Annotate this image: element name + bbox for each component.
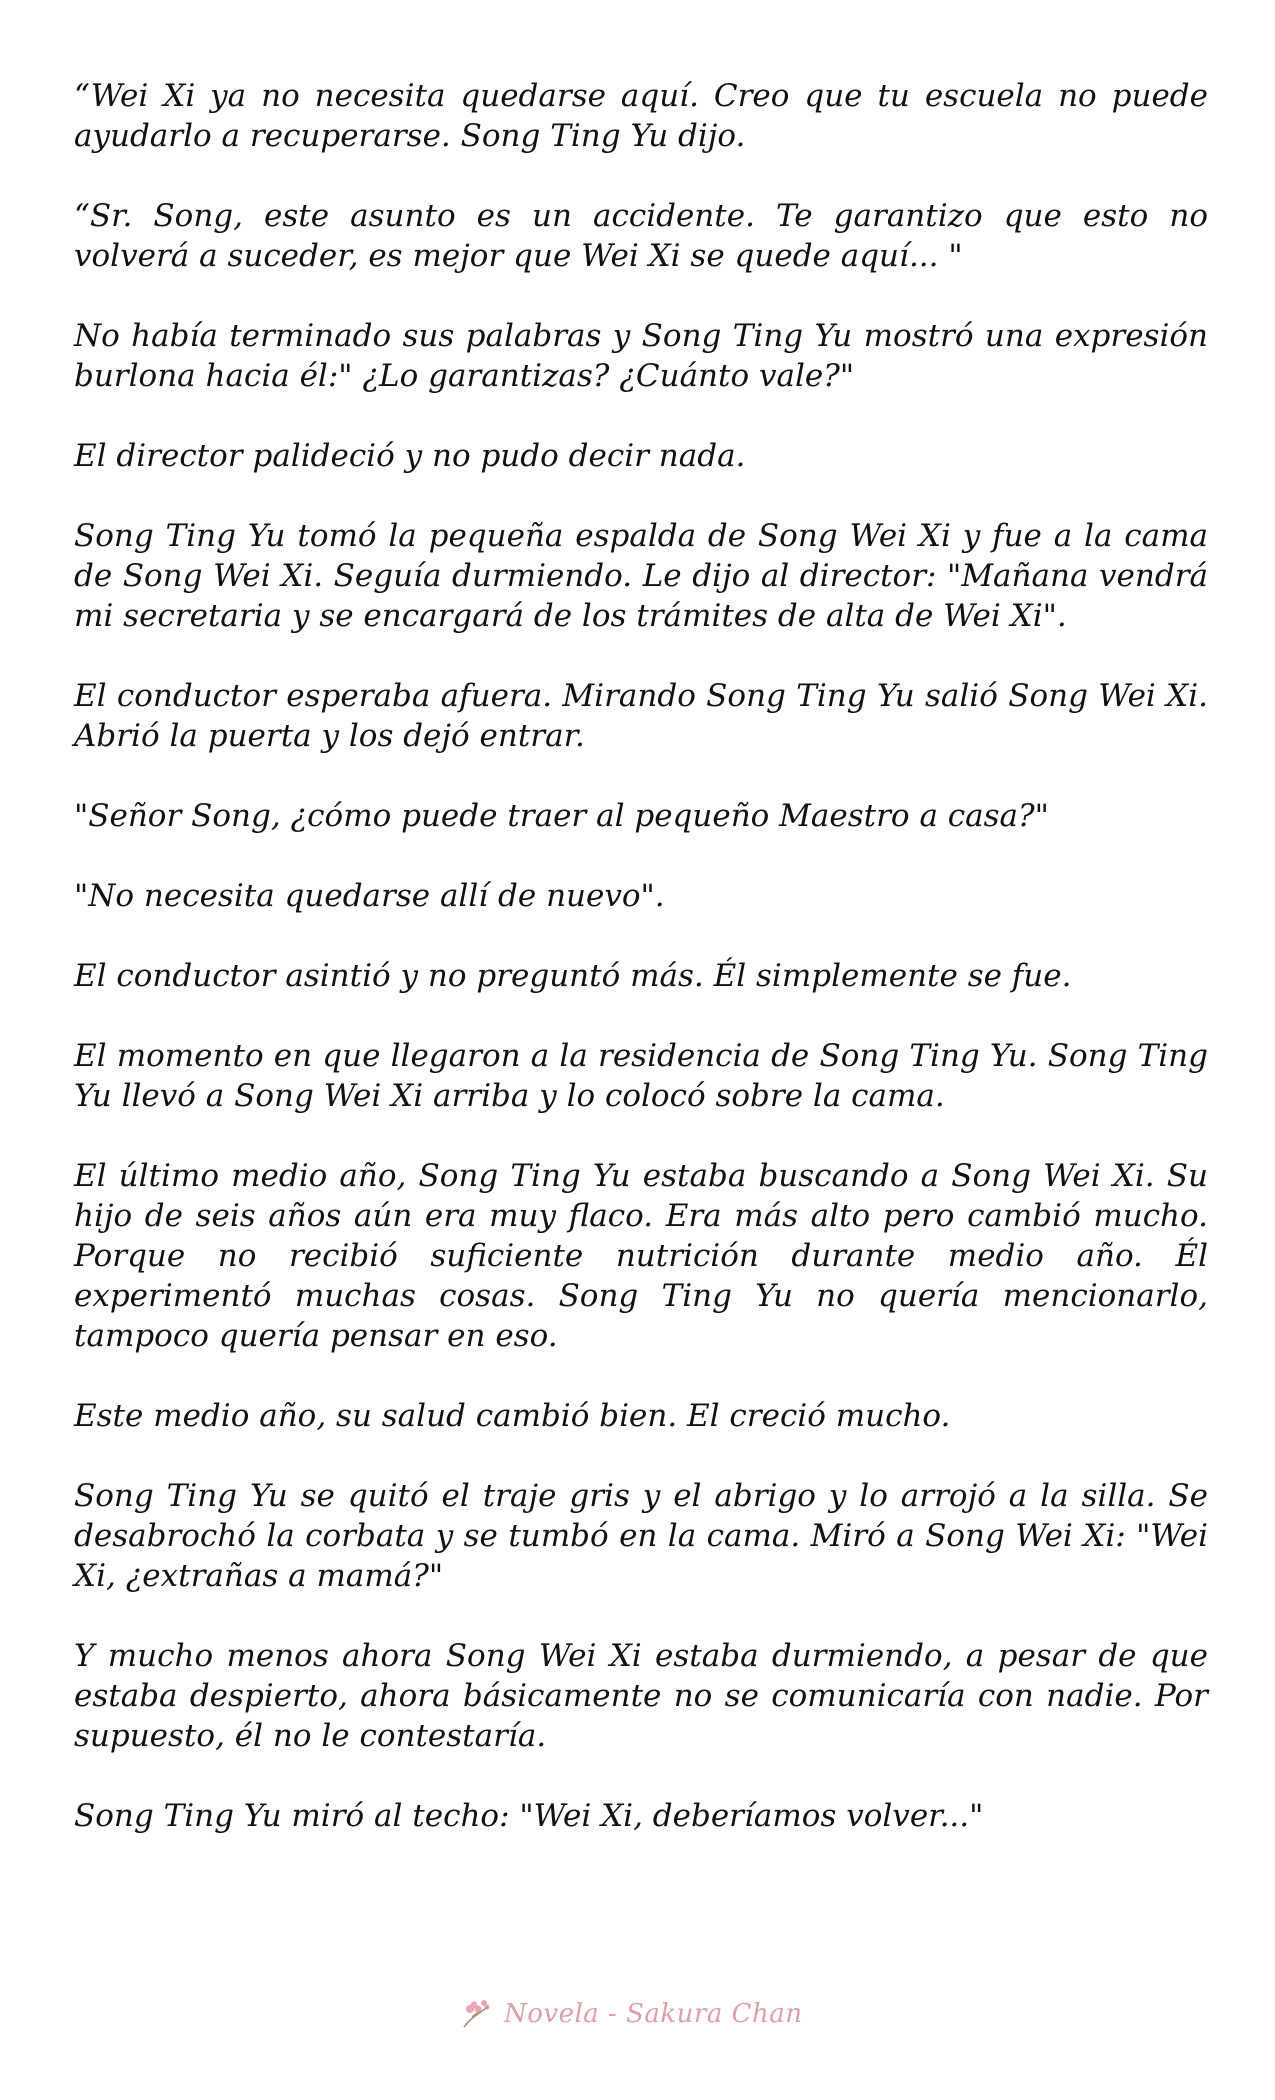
paragraph: El conductor esperaba afuera. Mirando Song Ting Yu salió Song Wei Xi. Abrió la puerta y los dejó entrar. (74, 678, 1208, 754)
document-body (74, 76, 1208, 1876)
paragraph: “Wei Xi ya no necesita quedarse aquí. Creo que tu escuela no puede ayudarlo a recuperarse. Song Ting Yu dijo. (74, 78, 1208, 154)
paragraph: Este medio año, su salud cambió bien. El creció mucho. (74, 1398, 951, 1434)
sakura-flower-icon (460, 1997, 494, 2031)
paragraph: "No necesita quedarse allí de nuevo". (74, 878, 665, 914)
paragraph: El momento en que llegaron a la residencia de Song Ting Yu. Song Ting Yu llevó a Song Wei Xi arriba y lo colocó sobre la cama. (74, 1038, 1208, 1114)
paragraph: "Señor Song, ¿cómo puede traer al pequeño Maestro a casa?" (74, 798, 1049, 834)
paragraph: Song Ting Yu tomó la pequeña espalda de Song Wei Xi y fue a la cama de Song Wei Xi. Seguía durmiendo. Le dijo al director: "Mañana vendrá mi secretaria y se encargará de los trámites de alta de Wei Xi". (74, 518, 1208, 634)
paragraph: El conductor asintió y no preguntó más. Él simplemente se fue. (74, 958, 1072, 994)
paragraph: Song Ting Yu miró al techo: "Wei Xi, deberíamos volver..." (74, 1798, 984, 1834)
paragraph: Y mucho menos ahora Song Wei Xi estaba durmiendo, a pesar de que estaba despierto, ahora básicamente no se comunicaría con nadie. Por supuesto, él no le contestaría. (74, 1638, 1208, 1754)
paragraph: Song Ting Yu se quitó el traje gris y el abrigo y lo arrojó a la silla. Se desabrochó la corbata y se tumbó en la cama. Miró a Song Wei Xi: "Wei Xi, ¿extrañas a mamá?" (74, 1478, 1208, 1594)
paragraph: El último medio año, Song Ting Yu estaba buscando a Song Wei Xi. Su hijo de seis años aún era muy flaco. Era más alto pero cambió mucho. Porque no recibió suficiente nutrición durante medio año. Él experimentó muchas cosas. Song Ting Yu no quería mencionarlo, tampoco quería pensar en eso. (74, 1158, 1208, 1354)
footer-text: Novela - Sakura Chan (504, 1999, 803, 2029)
paragraph: “Sr. Song, este asunto es un accidente. Te garantizo que esto no volverá a suceder, es mejor que Wei Xi se quede aquí... " (74, 198, 1208, 274)
paragraph: No había terminado sus palabras y Song Ting Yu mostró una expresión burlona hacia él:" ¿Lo garantizas? ¿Cuánto vale?" (74, 318, 1208, 394)
footer-watermark (460, 1994, 803, 2034)
paragraph: El director palideció y no pudo decir nada. (74, 438, 746, 474)
